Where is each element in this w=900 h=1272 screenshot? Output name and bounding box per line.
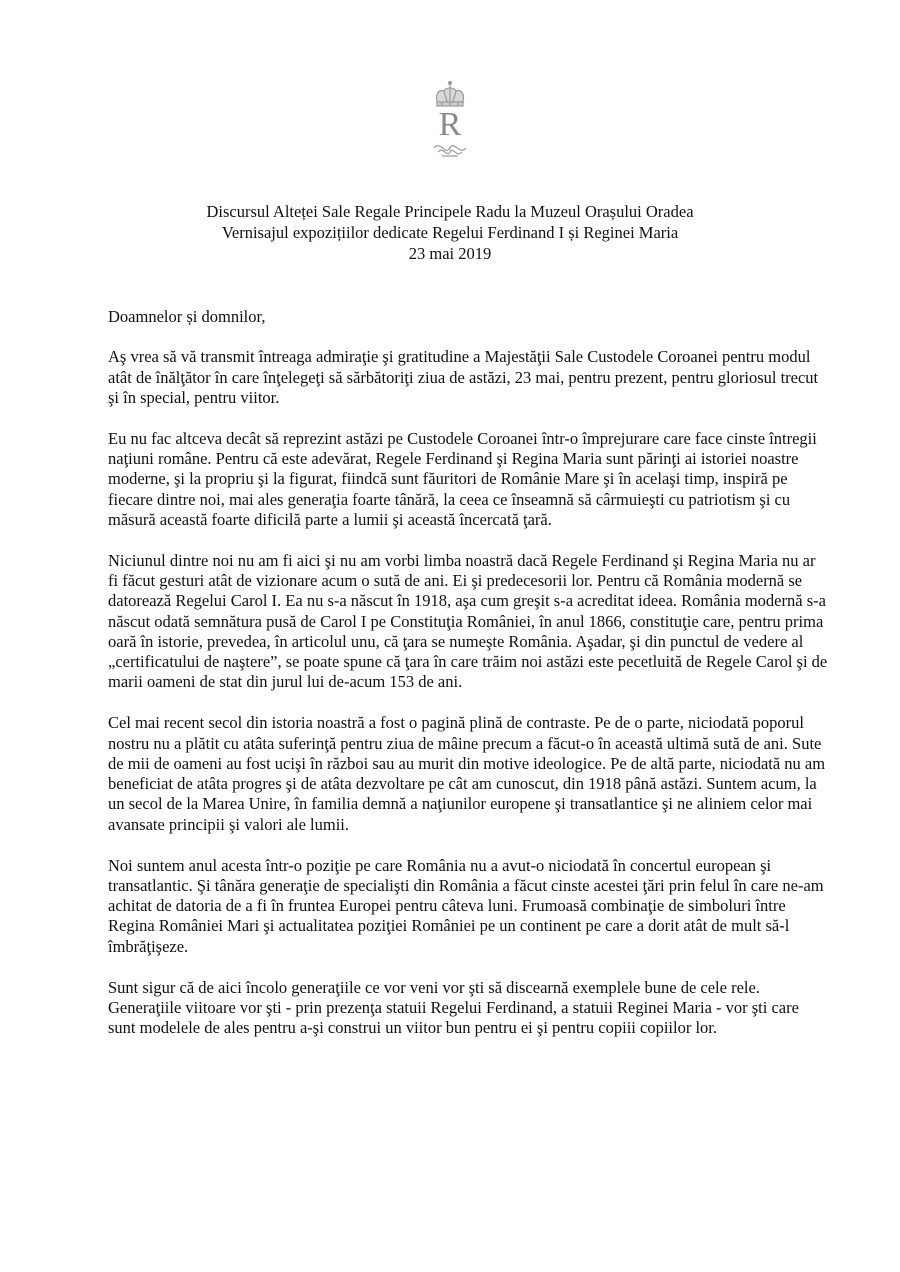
heading-title: Discursul Alteței Sale Regale Principele Radu la Muzeul Orașului Oradea (206, 202, 694, 221)
heading-date: 23 mai 2019 (408, 244, 492, 263)
paragraph-6: Sunt sigur că de aici încolo generaţiile ce vor veni vor şti să discearnă exemplele bune de cele rele. Generaţiile viitoare vor şti - prin prezenţa statuii Regelui Ferdinand, a statuii Reginei Maria - vor şti care sunt modelele de ales pentru a-şi construi un viitor bun pentru ei şi pentru copiii copiilor lor. (108, 977, 799, 1038)
paragraph-4: Cel mai recent secol din istoria noastră a fost o pagină plină de contraste. Pe de o parte, niciodată poporul nostru nu a plătit cu atâta suferinţă pentru ziua de mâine precum a făcut-o în această ultimă sută de ani. Sute de mii de oameni au fost ucişi în război sau au murit din motive ideologice. Pe de altă parte, niciodată nu am beneficiat de atâta progres şi de atâta dezvoltare pe cât am cunoscut, din 1918 până astăzi. Suntem acum, la un secol de la Marea Unire, în familia demnă a naţiunilor europene şi transatlantice şi ne aliniem celor mai avansate principii şi valori ale lumii. (108, 713, 826, 834)
speech-body (108, 307, 828, 1059)
monogram-letter: R (438, 106, 462, 143)
heading-subtitle: Vernisajul expozițiilor dedicate Regelui Ferdinand I și Reginei Maria (221, 223, 679, 242)
document-heading (90, 201, 810, 264)
paragraph-3: Niciunul dintre noi nu am fi aici şi nu am vorbi limba noastră dacă Regele Ferdinand şi Regina Maria nu ar fi făcut gesturi atât de vizionare acum o sută de ani. Ei şi predecesorii lor. Pentru că România modernă se datorează Regelui Carol I. Ea nu s-a născut în 1918, aşa cum greşit s-a acreditat ideea. România modernă s-a născut odată semnătura pusă de Carol I pe Constituţia României, în anul 1866, constituţie care, pentru prima oară în istorie, prevedea, în articolul unu, că ţara se numeşte România. Aşadar, şi din punctul de vedere al „certificatului de naştere”, se poate spune că ţara în care trăim noi astăzi este pecetluită de Regele Carol şi de marii oameni de stat din jurul lui de-acum 153 de ani. (108, 550, 828, 692)
crown-r-monogram-icon (420, 78, 480, 164)
paragraph-5: Noi suntem anul acesta într-o poziţie pe care România nu a avut-o niciodată în concertul european şi transatlantic. Şi tânăra generaţie de specialişti din România a făcut cinste acestei ţări prin felul în care ne-am achitat de datoria de a fi în fruntea Europei pentru câteva luni. Frumoasă combinaţie de simboluri între Regina României Mari şi actualitatea poziţiei României pe un continent pe care a dorit atât de mult să-l îmbrăţişeze. (108, 855, 824, 956)
paragraph-1: Aş vrea să vă transmit întreaga admiraţie şi gratitudine a Majestăţii Sale Custodele Coroanei pentru modul atât de înălţător în care înţelegeţi să sărbătoriţi ziua de astăzi, 23 mai, pentru prezent, pentru gloriosul trecut şi în special, pentru viitor. (108, 347, 819, 407)
paragraph-2: Eu nu fac altceva decât să reprezint astăzi pe Custodele Coroanei într-o împrejurare care face cinste întregii naţiuni române. Pentru că este adevărat, Regele Ferdinand şi Regina Maria sunt părinţi ai istoriei noastre moderne, şi la propriu şi la figurat, fiindcă sunt făuritori de Românie Mare şi în acelaşi timp, inspiră pe fiecare dintre noi, mai ales generaţia foarte tânără, la ceea ce înseamnă să cârmuieşti cu patriotism şi cu măsură această foarte dificilă parte a lumii şi această încercată ţară. (108, 428, 817, 529)
salutation: Doamnelor și domnilor, (108, 307, 266, 326)
